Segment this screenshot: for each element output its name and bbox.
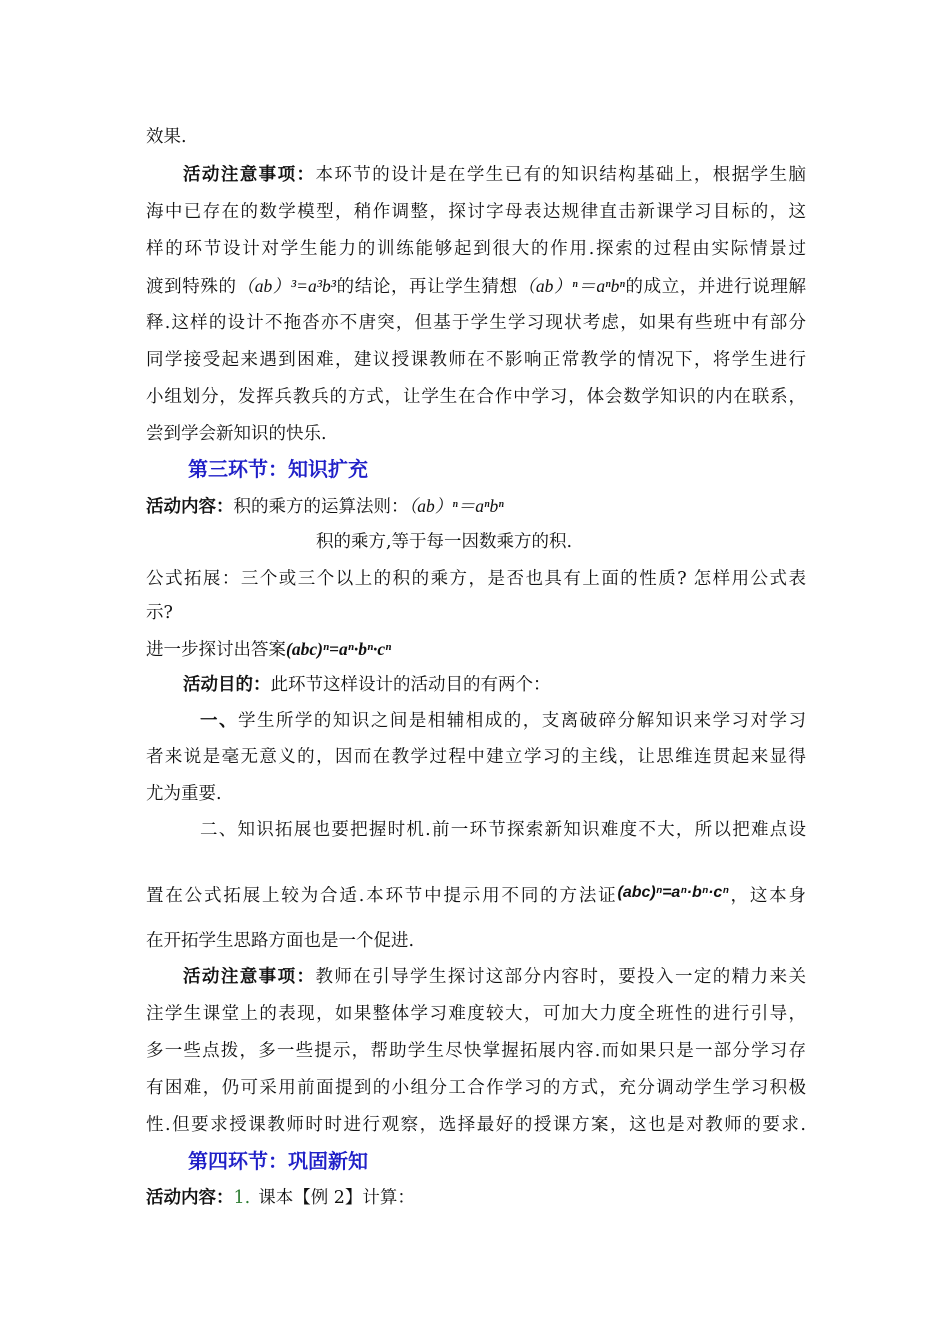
text-line: 尤为重要.: [146, 784, 222, 804]
text: 本环节的设计是在学生已有的知识结构基础上，根据学生脑: [315, 165, 806, 185]
text-line: 海中已存在的数学模型，稍作调整，探讨字母表达规律直击新课学习目标的，这: [146, 202, 806, 222]
text-line: 公式拓展：三个或三个以上的积的乘方，是否也具有上面的性质? 怎样用公式表: [146, 569, 806, 589]
text: 置在公式拓展上较为合适.本环节中提示用不同的方法证: [146, 886, 618, 906]
list-marker: 一、: [200, 711, 238, 731]
text-line: [183, 673, 843, 697]
text-line: 有困难，仍可采用前面提到的小组分工合作学习的方式，充分调动学生学习积极: [146, 1078, 806, 1098]
text: 教师在引导学生探讨这部分内容时，要投入一定的精力来关: [315, 967, 806, 987]
text-line: 二、知识拓展也要把握时机.前一环节探索新知识难度不大，所以把难点设: [200, 820, 806, 840]
text: 课本【例 2】计算：: [258, 1188, 415, 1208]
text-line: 积的乘方,等于每一因数乘方的积.: [316, 532, 573, 552]
text-line: [146, 884, 806, 909]
text-line: 性.但要求授课教师时时进行观察，选择最好的授课方案，这也是对教师的要求.: [146, 1115, 806, 1135]
text-line: 在开拓学生思路方面也是一个促进.: [146, 931, 415, 951]
text-line: 示?: [146, 603, 173, 623]
text: 积的乘方的运算法则：: [233, 497, 409, 517]
text: ，这本身: [728, 886, 807, 906]
text-line: [146, 494, 806, 519]
text-line: [146, 1186, 806, 1210]
text: 的成立，并进行说理解: [624, 277, 807, 297]
formula: （ab）³=a³b³: [236, 276, 336, 296]
text-line: 效果.: [146, 127, 187, 147]
label-content: 活动内容：: [146, 1188, 234, 1208]
text-line: 小组划分，发挥兵教兵的方式，让学生在合作中学习，体会数学知识的内在联系，: [146, 387, 806, 407]
text-line: 同学接受起来遇到困难，建议授课教师在不影响正常教学的情况下，将学生进行: [146, 350, 806, 370]
text: 学生所学的知识之间是相辅相成的，支离破碎分解知识来学习对学习: [237, 711, 806, 731]
text-line: [146, 637, 806, 662]
text-line: [146, 274, 806, 299]
formula: (abc)ⁿ=aⁿ·bⁿ·cⁿ: [617, 884, 729, 901]
text: 此环节这样设计的活动目的有两个：: [270, 675, 551, 695]
section-heading-3: 第三环节：知识扩充: [188, 457, 368, 481]
text: 渡到特殊的: [146, 277, 237, 297]
formula: （ab）ⁿ＝aⁿbⁿ: [408, 496, 504, 516]
section-heading-4: 第四环节：巩固新知: [188, 1149, 368, 1173]
text-line: 尝到学会新知识的快乐.: [146, 424, 327, 444]
text-line: 样的环节设计对学生能力的训练能够起到很大的作用.探索的过程由实际情景过: [146, 239, 806, 259]
item-number: 1.: [233, 1188, 251, 1208]
text: 进一步探讨出答案: [146, 640, 286, 660]
formula: （ab）ⁿ＝aⁿbⁿ: [517, 276, 625, 296]
label-notes: 活动注意事项：: [183, 967, 316, 987]
label-notes: 活动注意事项：: [183, 165, 316, 185]
text: 的结论，再让学生猜想: [335, 277, 518, 297]
formula: (abc)ⁿ=aⁿ·bⁿ·cⁿ: [286, 639, 392, 659]
text-line: [146, 965, 806, 989]
label-purpose: 活动目的：: [183, 675, 271, 695]
text-line: 注学生课堂上的表现，如果整体学习难度较大，可加大力度全班性的进行引导，: [146, 1004, 806, 1024]
text-line: [200, 709, 806, 733]
text-line: 释.这样的设计不拖沓亦不唐突，但基于学生学习现状考虑，如果有些班中有部分: [146, 313, 806, 333]
text-line: [146, 163, 806, 187]
text-line: 多一些点拨，多一些提示，帮助学生尽快掌握拓展内容.而如果只是一部分学习存: [146, 1041, 806, 1061]
label-content: 活动内容：: [146, 497, 234, 517]
text-line: 者来说是毫无意义的，因而在教学过程中建立学习的主线，让思维连贯起来显得: [146, 747, 806, 767]
